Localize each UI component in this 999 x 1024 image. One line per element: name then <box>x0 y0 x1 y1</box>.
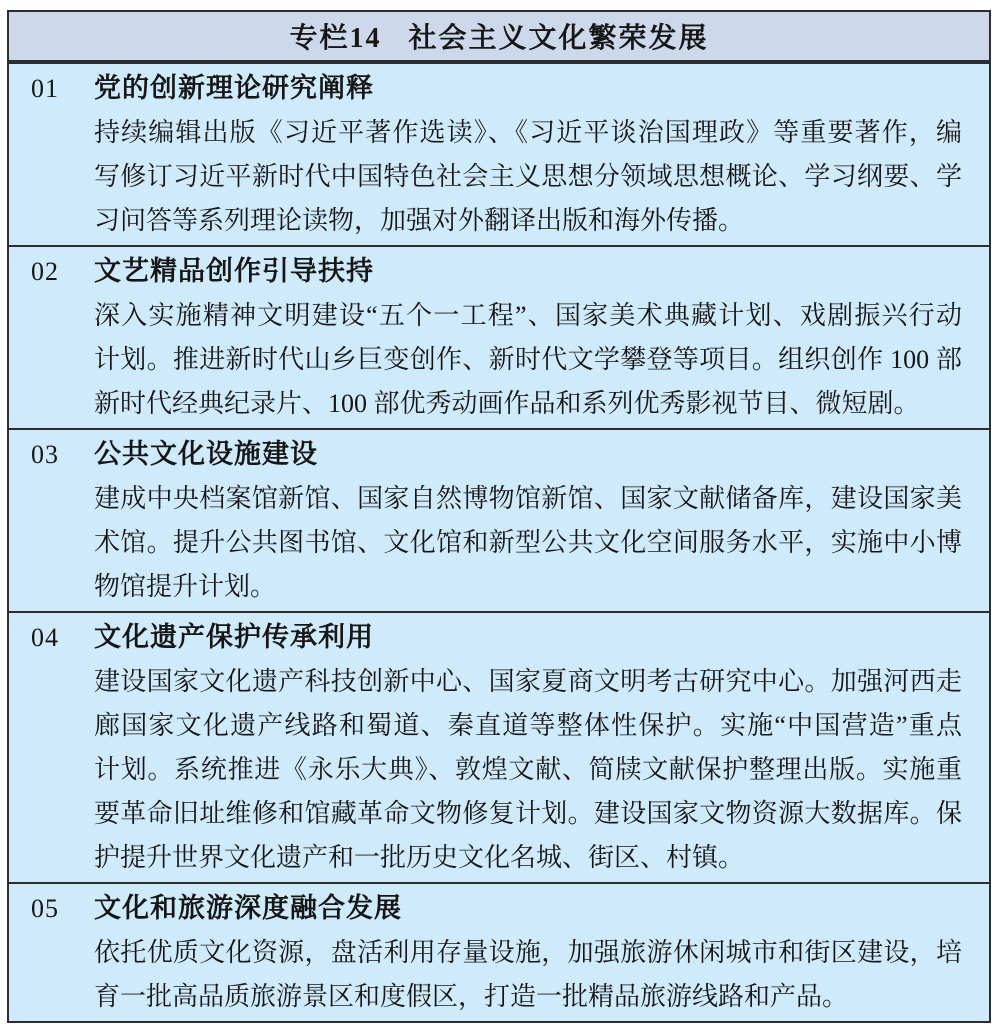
section-body-line: 廊国家文化遗产线路和蜀道、秦直道等整体性保护。实施“中国营造”重点 <box>94 711 962 740</box>
section-number: 04 <box>31 623 59 652</box>
section-number: 02 <box>31 257 59 286</box>
section-body-line: 物馆提升计划。 <box>94 572 277 601</box>
section-body-line: 写修订习近平新时代中国特色社会主义思想分领域思想概论、学习纲要、学 <box>94 162 962 191</box>
section-title-row <box>31 432 962 477</box>
section-body-line: 计划。系统推进《永乐大典》、敦煌文献、简牍文献保护整理出版。实施重 <box>94 755 962 784</box>
section-body-line: 依托优质文化资源，盘活利用存量设施，加强旅游休闲城市和街区建设，培 <box>94 938 962 967</box>
section-body-line: 要革命旧址维修和馆藏革命文物修复计划。建设国家文物资源大数据库。保 <box>94 799 962 828</box>
panel-header <box>9 12 989 64</box>
section-03 <box>9 428 989 611</box>
section-02 <box>9 245 989 428</box>
section-body-line: 建设国家文化遗产科技创新中心、国家夏商文明考古研究中心。加强河西走 <box>94 667 962 696</box>
section-title-row <box>31 249 962 294</box>
section-body-line: 术馆。提升公共图书馆、文化馆和新型公共文化空间服务水平，实施中小博 <box>94 528 962 557</box>
section-body-line: 持续编辑出版《习近平著作选读》、《习近平谈治国理政》等重要著作，编 <box>94 118 962 147</box>
section-title-row <box>31 886 962 931</box>
section-title: 党的创新理论研究阐释 <box>94 73 374 103</box>
section-05 <box>9 882 989 1021</box>
section-title-row <box>31 66 962 111</box>
sections-container <box>9 64 989 1021</box>
section-body-line: 建成中央档案馆新馆、国家自然博物馆新馆、国家文献储备库，建设国家美 <box>94 484 962 513</box>
section-title: 文艺精品创作引导扶持 <box>94 256 374 286</box>
panel-header-label: 专栏14 <box>289 23 382 54</box>
section-body-line: 深入实施精神文明建设“五个一工程”、国家美术典藏计划、戏剧振兴行动 <box>94 301 962 330</box>
section-title: 文化遗产保护传承利用 <box>94 622 374 652</box>
section-body-line: 新时代经典纪录片、100 部优秀动画作品和系列优秀影视节目、微短剧。 <box>94 389 920 418</box>
section-title: 文化和旅游深度融合发展 <box>94 893 402 923</box>
section-body-line: 习问答等系列理论读物，加强对外翻译出版和海外传播。 <box>94 206 745 235</box>
section-01 <box>9 64 989 245</box>
panel-header-title: 社会主义文化繁荣发展 <box>408 23 709 54</box>
section-04 <box>9 611 989 882</box>
section-body-line: 计划。推进新时代山乡巨变创作、新时代文学攀登等项目。组织创作 100 部 <box>94 345 962 374</box>
section-number: 01 <box>31 74 59 103</box>
section-title: 公共文化设施建设 <box>94 439 318 469</box>
section-number: 03 <box>31 440 59 469</box>
panel <box>7 10 991 1023</box>
section-number: 05 <box>31 894 59 923</box>
section-body-line: 护提升世界文化遗产和一批历史文化名城、街区、村镇。 <box>94 843 745 872</box>
section-title-row <box>31 615 962 660</box>
section-body-line: 育一批高品质旅游景区和度假区，打造一批精品旅游线路和产品。 <box>94 982 849 1011</box>
